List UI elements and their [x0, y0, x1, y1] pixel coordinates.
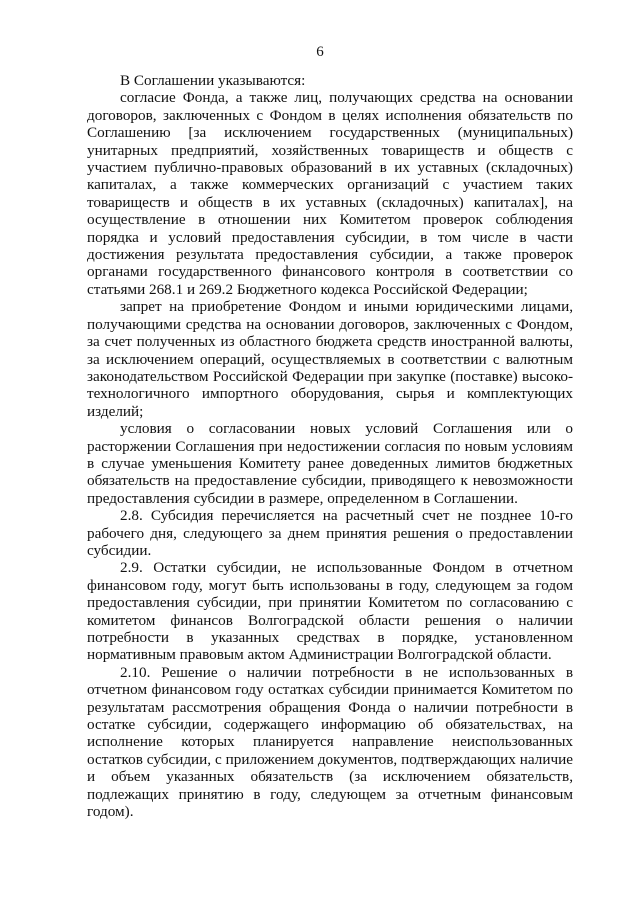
paragraph-consent: согласие Фонда, а также лиц, получающих средства на основании договоров, заключенных с Фондом в целях исполнения обязательств по Соглашению [за исключением государственных (муниципальных) унитарных предприятий, хозяйственных товариществ и обществ с участием публично-правовых образований в их уставных (складочных) капиталах, а также коммерческих организаций с участием таких товариществ и обществ в их уставных (складочных) капиталах], на осуществление в отношении них Комитетом проверок соблюдения порядка и условий предоставления субсидии, в том числе в части достижения результата предоставления субсидии, а также проверок органами государственного финансового контроля в соответствии со статьями 268.1 и 269.2 Бюджетного кодекса Российской Федерации;	[87, 89, 573, 298]
paragraph-2-9: 2.9. Остатки субсидии, не использованные Фондом в отчетном финансовом году, могут быть использованы в году, следующем за годом предоставления субсидии, при принятии Комитетом по согласованию с комитетом финансов Волгоградской области решения о наличии потребности в указанных средствах в порядке, установленном нормативным правовым актом Администрации Волгоградской области.	[87, 559, 573, 664]
paragraph-2-8: 2.8. Субсидия перечисляется на расчетный счет не позднее 10-го рабочего дня, следующего за днем принятия решения о предоставлении субсидии.	[87, 507, 573, 559]
document-body	[87, 72, 573, 820]
paragraph-2-10: 2.10. Решение о наличии потребности в не использованных в отчетном финансовом году остатках субсидии принимается Комитетом по результатам рассмотрения обращения Фонда о наличии потребности в остатке субсидии, содержащего информацию об обязательствах, на исполнение которых планируется направление неиспользованных остатков субсидии, с приложением документов, подтверждающих наличие и объем указанных обязательств (за исключением обязательств, подлежащих принятию в году, следующем за отчетным финансовым годом).	[87, 663, 573, 821]
paragraph-conditions: условия о согласовании новых условий Соглашения или о расторжении Соглашения при недостижении согласия по новым условиям в случае уменьшения Комитету ранее доведенных лимитов бюджетных обязательств на предоставление субсидии, приводящего к невозможности предоставления субсидии в размере, определенном в Соглашении.	[87, 420, 573, 507]
page-number: 6	[316, 44, 324, 60]
paragraph-intro: В Соглашении указываются:	[120, 72, 306, 89]
paragraph-currency-ban: запрет на приобретение Фондом и иными юридическими лицами, получающими средства на основании договоров, заключенных с Фондом, за счет полученных из областного бюджета средств иностранной валюты, за исключением операций, осуществляемых в соответствии с валютным законодательством Российской Федерации при закупке (поставке) высокотехнологичного импортного оборудования, сырья и комплектующих изделий;	[87, 298, 573, 420]
